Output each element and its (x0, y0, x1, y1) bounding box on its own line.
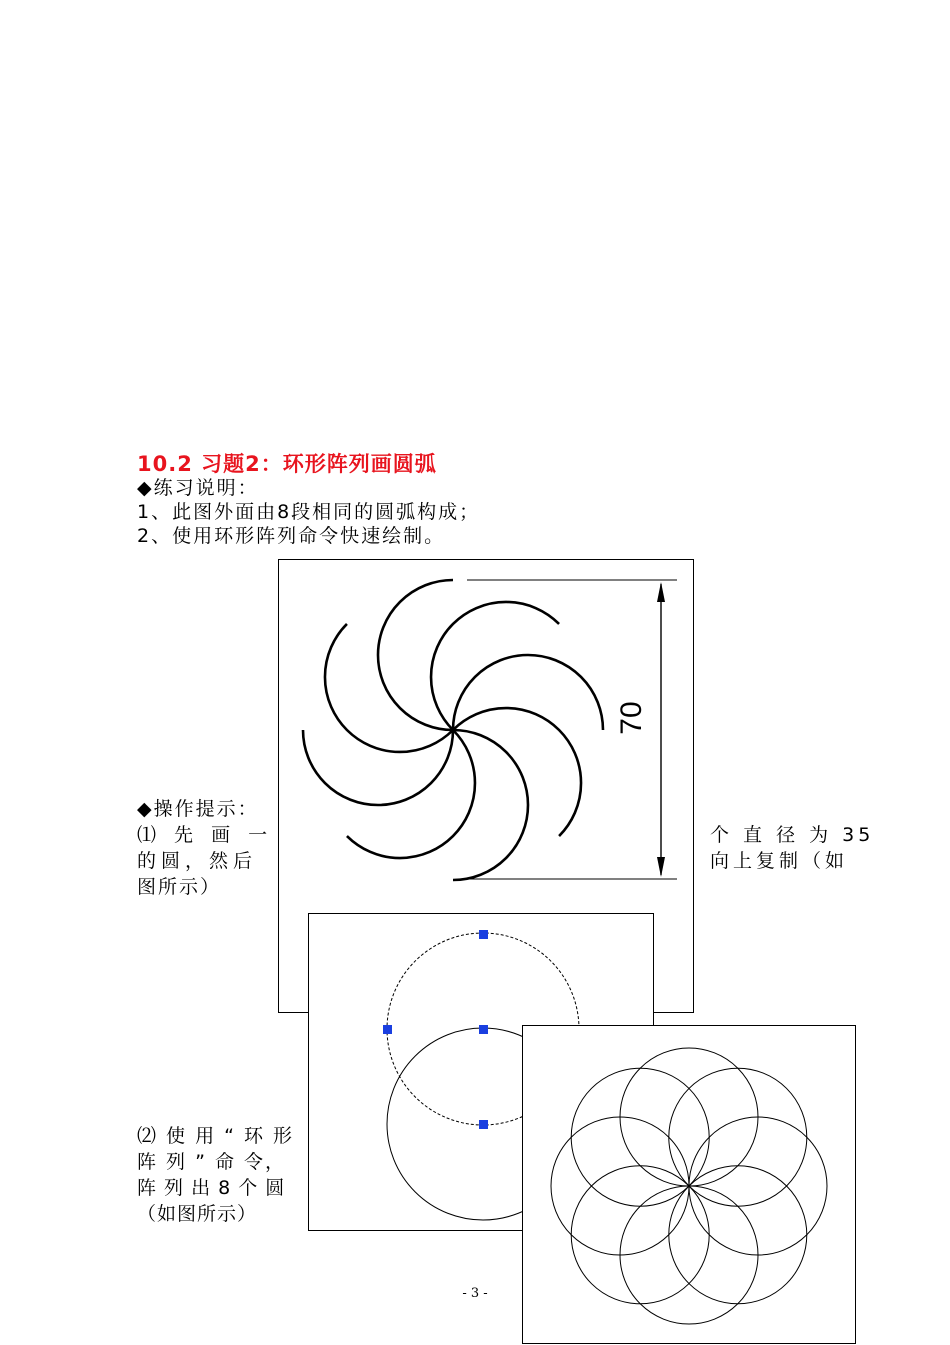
rosette-arc (325, 624, 453, 752)
dimension-arrow-top (657, 582, 665, 602)
dimension-arrow-bottom (657, 857, 665, 877)
step2-line-4: （如图所示） (137, 1203, 258, 1225)
step2-line-1: ⑵ 使 用 “ 环 形 (137, 1125, 295, 1147)
step2-line-2: 阵 列 ” 命 令， (137, 1151, 287, 1173)
step1-right-line-2: 向上复制（如 (710, 850, 849, 872)
section-title: 10.2 习题2：环形阵列画圆弧 (137, 452, 437, 476)
rosette-arc (347, 730, 475, 858)
rosette-arc (453, 655, 603, 730)
dimension-70 (467, 580, 677, 879)
array-circles (551, 1048, 827, 1324)
step2-line-3: 阵 列 出 8 个 圆 (137, 1177, 286, 1199)
rosette-arc (453, 730, 528, 880)
dimension-label: 70 (615, 701, 648, 735)
step1-line-1: ⑴ 先 画 一 (137, 824, 274, 846)
rosette-arc (431, 602, 559, 730)
grip-top (479, 930, 488, 939)
description-item-1: 1、此图外面由8段相同的圆弧构成； (137, 501, 481, 523)
description-item-2: 2、使用环形阵列命令快速绘制。 (137, 525, 446, 547)
grip-left (383, 1025, 392, 1034)
rosette-arcs (303, 580, 603, 880)
description-header: ◆练习说明： (137, 477, 259, 499)
step1-line-2: 的圆，然后 (137, 850, 258, 872)
rosette-arc (378, 580, 453, 730)
grip-bottom (479, 1120, 488, 1129)
grip-center (479, 1025, 488, 1034)
rosette-arc (303, 730, 453, 805)
rosette-arc (453, 708, 581, 836)
tips-header: ◆操作提示： (137, 798, 259, 820)
step1-line-3: 图所示） (137, 876, 222, 898)
step1-right-line-1: 个 直 径 为 35 (710, 824, 875, 846)
page-number: - 3 - (462, 1286, 488, 1301)
